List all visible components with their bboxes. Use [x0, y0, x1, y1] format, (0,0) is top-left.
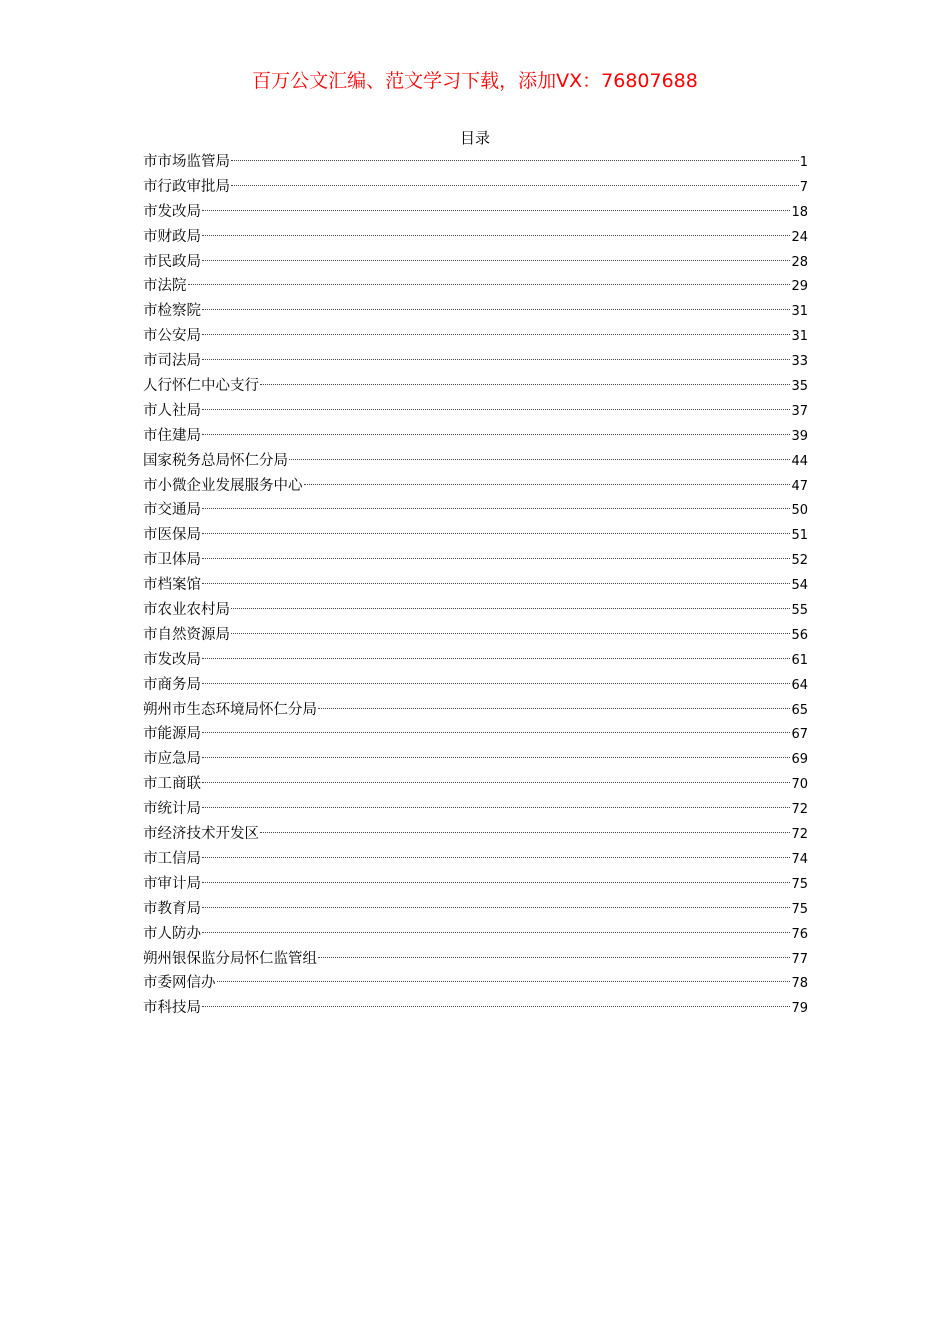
- toc-entry[interactable]: [143, 225, 808, 250]
- toc-entry[interactable]: [143, 424, 808, 449]
- toc-dot-leader: [202, 508, 790, 509]
- toc-entry-label: 市司法局: [143, 353, 201, 370]
- toc-entry-page: 75: [791, 876, 808, 892]
- toc-entry-label: 市人防办: [143, 925, 201, 942]
- toc-dot-leader: [202, 1006, 790, 1007]
- toc-entry-page: 37: [791, 403, 808, 419]
- toc-dot-leader: [231, 608, 790, 609]
- toc-entry-label: 市经济技术开发区: [143, 826, 259, 843]
- toc-dot-leader: [231, 160, 799, 161]
- toc-dot-leader: [202, 683, 790, 684]
- toc-dot-leader: [318, 708, 790, 709]
- toc-entry-page: 28: [791, 254, 808, 270]
- toc-dot-leader: [231, 633, 790, 634]
- toc-entry[interactable]: [143, 274, 808, 299]
- toc-entry-label: 市发改局: [143, 651, 201, 668]
- toc-entry[interactable]: [143, 772, 808, 797]
- toc-entry-page: 29: [791, 279, 808, 295]
- toc-entry-page: 24: [791, 229, 808, 245]
- toc-dot-leader: [202, 260, 790, 261]
- toc-entry-page: 74: [791, 851, 808, 867]
- toc-entry-page: 33: [791, 354, 808, 370]
- toc-entry-page: 31: [791, 304, 808, 320]
- toc-entry-page: 72: [791, 802, 808, 818]
- toc-entry-label: 人行怀仁中心支行: [143, 378, 259, 395]
- toc-entry-page: 75: [791, 901, 808, 917]
- toc-entry-label: 市统计局: [143, 801, 201, 818]
- toc-entry[interactable]: [143, 822, 808, 847]
- toc-entry-page: 67: [791, 727, 808, 743]
- toc-entry-page: 18: [791, 204, 808, 220]
- toc-entry[interactable]: [143, 150, 808, 175]
- toc-entry-label: 市自然资源局: [143, 626, 230, 643]
- toc-dot-leader: [318, 957, 790, 958]
- toc-dot-leader: [202, 782, 790, 783]
- toc-entry[interactable]: [143, 399, 808, 424]
- toc-entry[interactable]: [143, 897, 808, 922]
- toc-dot-leader: [289, 459, 790, 460]
- toc-entry-page: 54: [791, 578, 808, 594]
- toc-dot-leader: [202, 757, 790, 758]
- toc-dot-leader: [304, 484, 791, 485]
- toc-entry[interactable]: [143, 498, 808, 523]
- toc-entry[interactable]: [143, 548, 808, 573]
- toc-dot-leader: [202, 334, 790, 335]
- toc-dot-leader: [202, 807, 790, 808]
- toc-entry-label: 朔州银保监分局怀仁监管组: [143, 950, 317, 967]
- toc-dot-leader: [217, 981, 791, 982]
- toc-dot-leader: [202, 857, 790, 858]
- toc-entry[interactable]: [143, 175, 808, 200]
- toc-entry-label: 市商务局: [143, 676, 201, 693]
- toc-entry-label: 市财政局: [143, 228, 201, 245]
- toc-entry[interactable]: [143, 349, 808, 374]
- toc-dot-leader: [202, 235, 790, 236]
- toc-entry-label: 市检察院: [143, 303, 201, 320]
- toc-entry[interactable]: [143, 797, 808, 822]
- toc-entry-page: 7: [799, 179, 808, 195]
- toc-entry-label: 朔州市生态环境局怀仁分局: [143, 701, 317, 718]
- toc-entry[interactable]: [143, 449, 808, 474]
- toc-dot-leader: [202, 533, 790, 534]
- toc-entry-page: 56: [791, 627, 808, 643]
- toc-entry-label: 市工信局: [143, 850, 201, 867]
- toc-entry[interactable]: [143, 673, 808, 698]
- toc-entry-page: 31: [791, 329, 808, 345]
- toc-entry-page: 77: [791, 951, 808, 967]
- toc-entry-label: 市教育局: [143, 900, 201, 917]
- toc-entry-page: 51: [791, 528, 808, 544]
- toc-entry[interactable]: [143, 747, 808, 772]
- toc-entry-page: 47: [791, 478, 808, 494]
- toc-entry-page: 78: [791, 976, 808, 992]
- toc-entry[interactable]: [143, 996, 808, 1021]
- toc-entry-label: 市人社局: [143, 402, 201, 419]
- toc-list: [143, 150, 808, 1021]
- toc-entry-page: 72: [791, 827, 808, 843]
- toc-entry-label: 市公安局: [143, 328, 201, 345]
- toc-entry-label: 市审计局: [143, 875, 201, 892]
- toc-dot-leader: [202, 583, 790, 584]
- toc-entry-label: 市工商联: [143, 776, 201, 793]
- toc-entry-label: 市科技局: [143, 1000, 201, 1017]
- toc-entry-label: 市法院: [143, 278, 187, 295]
- toc-dot-leader: [188, 284, 791, 285]
- toc-dot-leader: [202, 359, 790, 360]
- toc-entry[interactable]: [143, 598, 808, 623]
- toc-entry-page: 44: [791, 453, 808, 469]
- toc-entry[interactable]: [143, 971, 808, 996]
- toc-entry-page: 79: [791, 1001, 808, 1017]
- toc-entry-label: 市发改局: [143, 203, 201, 220]
- toc-entry[interactable]: [143, 523, 808, 548]
- toc-entry-page: 52: [791, 553, 808, 569]
- toc-dot-leader: [231, 185, 799, 186]
- header-banner: 百万公文汇编、范文学习下载，添加VX：76807688: [252, 70, 698, 92]
- toc-entry-label: 市市场监管局: [143, 154, 230, 170]
- toc-entry-label: 市小微企业发展服务中心: [143, 477, 303, 494]
- toc-entry-label: 市能源局: [143, 726, 201, 743]
- toc-entry-page: 50: [791, 503, 808, 519]
- toc-entry[interactable]: [143, 200, 808, 225]
- toc-entry[interactable]: [143, 374, 808, 399]
- toc-entry-page: 69: [791, 752, 808, 768]
- toc-entry[interactable]: [143, 698, 808, 723]
- toc-entry[interactable]: [143, 722, 808, 747]
- toc-dot-leader: [202, 558, 790, 559]
- toc-entry-label: 市民政局: [143, 253, 201, 270]
- toc-entry-page: 64: [791, 677, 808, 693]
- toc-entry-label: 市交通局: [143, 502, 201, 519]
- toc-dot-leader: [202, 309, 790, 310]
- toc-dot-leader: [260, 384, 790, 385]
- toc-entry-page: 1: [799, 155, 808, 170]
- toc-dot-leader: [202, 932, 790, 933]
- toc-entry[interactable]: [143, 250, 808, 275]
- toc-entry[interactable]: [143, 847, 808, 872]
- toc-entry[interactable]: [143, 947, 808, 972]
- toc-entry-label: 市卫体局: [143, 552, 201, 569]
- toc-entry[interactable]: [143, 474, 808, 499]
- toc-dot-leader: [260, 832, 790, 833]
- toc-entry[interactable]: [143, 872, 808, 897]
- toc-entry-label: 市住建局: [143, 427, 201, 444]
- toc-dot-leader: [202, 210, 790, 211]
- toc-entry[interactable]: [143, 324, 808, 349]
- toc-entry-label: 市应急局: [143, 751, 201, 768]
- toc-entry-label: 市医保局: [143, 527, 201, 544]
- toc-entry-page: 76: [791, 926, 808, 942]
- toc-dot-leader: [202, 907, 790, 908]
- toc-entry[interactable]: [143, 623, 808, 648]
- toc-dot-leader: [202, 732, 790, 733]
- toc-entry-label: 市农业农村局: [143, 602, 230, 619]
- toc-entry-label: 市行政审批局: [143, 178, 230, 195]
- toc-entry-page: 55: [791, 603, 808, 619]
- toc-entry-label: 国家税务总局怀仁分局: [143, 452, 288, 469]
- toc-entry-page: 39: [791, 428, 808, 444]
- toc-entry-label: 市委网信办: [143, 975, 216, 992]
- toc-entry[interactable]: [143, 299, 808, 324]
- toc-entry-page: 65: [791, 702, 808, 718]
- toc-entry-page: 61: [791, 652, 808, 668]
- toc-dot-leader: [202, 409, 790, 410]
- toc-entry-page: 70: [791, 777, 808, 793]
- toc-title: 目录: [459, 129, 490, 147]
- toc-entry[interactable]: [143, 573, 808, 598]
- toc-entry[interactable]: [143, 648, 808, 673]
- toc-entry-page: 35: [791, 379, 808, 395]
- toc-entry[interactable]: [143, 922, 808, 947]
- toc-entry-label: 市档案馆: [143, 577, 201, 594]
- toc-dot-leader: [202, 882, 790, 883]
- toc-dot-leader: [202, 658, 790, 659]
- toc-dot-leader: [202, 434, 790, 435]
